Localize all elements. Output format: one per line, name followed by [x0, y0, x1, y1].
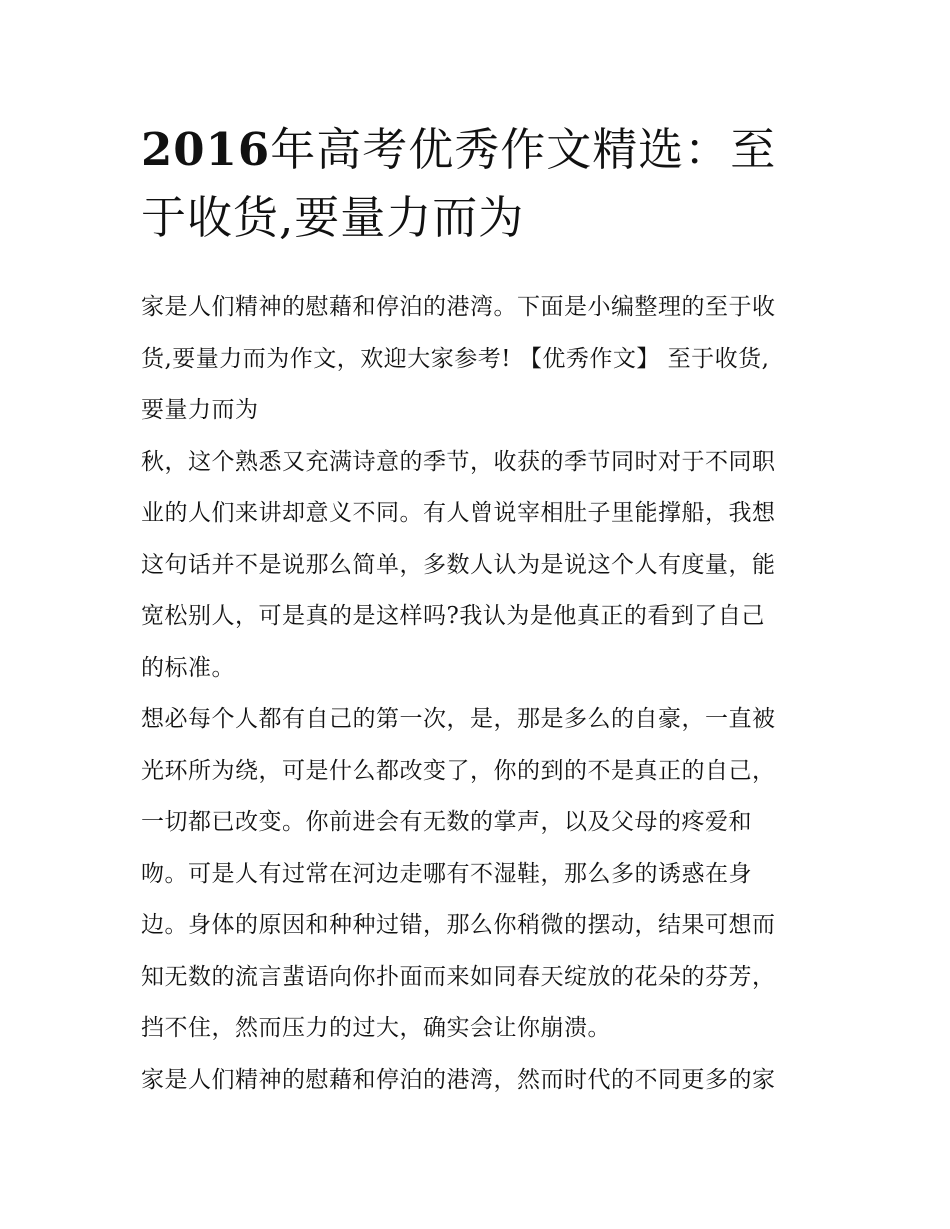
body-line: 一切都已改变。你前进会有无数的掌声，以及父母的疼爱和	[141, 809, 752, 835]
body-line: 的标准。	[141, 654, 235, 681]
body-line: 秋，这个熟悉又充满诗意的季节，收获的季节同时对于不同职	[141, 448, 776, 475]
body-line: 宽松别人，可是真的是这样吗?我认为是他真正的看到了自己	[141, 603, 765, 629]
body-line: 吻。可是人有过常在河边走哪有不湿鞋，那么多的诱惑在身	[141, 860, 752, 887]
body-line: 家是人们精神的慰藉和停泊的港湾。下面是小编整理的至于收	[141, 294, 776, 320]
body-line: 知无数的流言蜚语向你扑面而来如同春天绽放的花朵的芬芳，	[141, 963, 776, 990]
document-title	[141, 116, 813, 252]
title-year: 2016	[141, 123, 271, 176]
body-line: 边。身体的原因和种种过错，那么你稍微的摆动，结果可想而	[141, 912, 776, 938]
document-body	[141, 282, 813, 1106]
body-line: 货,要量力而为作文，欢迎大家参考! 【优秀作文】 至于收货,	[141, 345, 770, 372]
body-line: 光环所为绕，可是什么都改变了，你的到的不是真正的自己，	[141, 757, 776, 784]
body-line: 业的人们来讲却意义不同。有人曾说宰相肚子里能撑船，我想	[141, 500, 776, 526]
body-line: 要量力而为	[141, 397, 259, 423]
document-content	[141, 116, 813, 1106]
body-line: 家是人们精神的慰藉和停泊的港湾，然而时代的不同更多的家	[141, 1066, 776, 1093]
title-text-line2: 于收货,要量力而为	[141, 191, 525, 244]
body-line: 挡不住，然而压力的过大，确实会让你崩溃。	[141, 1015, 611, 1041]
body-line: 这句话并不是说那么简单，多数人认为是说这个人有度量，能	[141, 551, 776, 578]
body-line: 想必每个人都有自己的第一次，是，那是多么的自豪，一直被	[141, 706, 776, 732]
title-text-line1: 年高考优秀作文精选：至	[270, 123, 777, 176]
